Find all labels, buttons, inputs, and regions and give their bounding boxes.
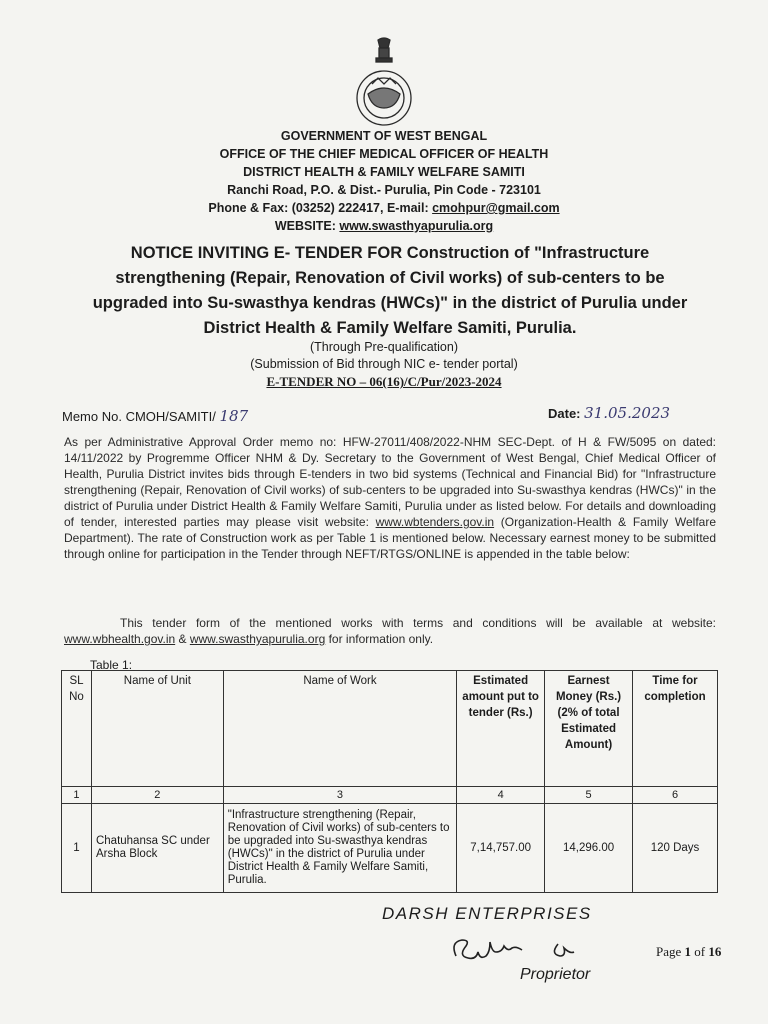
table-row	[62, 804, 718, 893]
paragraph-availability-end: for information only.	[325, 632, 434, 646]
wbtenders-link[interactable]: www.wbtenders.gov.in	[375, 515, 495, 529]
memo-label: Memo No. CMOH/SAMITI/	[62, 409, 216, 424]
page-prefix: Page	[656, 944, 685, 959]
table-header-row	[62, 671, 718, 787]
header-email-link[interactable]: cmohpur@gmail.com	[432, 201, 560, 215]
header-earnest-money: Earnest Money (Rs.) (2% of total Estimated Amount)	[545, 671, 633, 787]
notice-title-line4: District Health & Family Welfare Samiti, Purulia.	[203, 319, 577, 337]
notice-title-line1: NOTICE INVITING E- TENDER FOR Construction of "Infrastructure	[130, 244, 650, 262]
header-office: OFFICE OF THE CHIEF MEDICAL OFFICER OF HEALTH	[219, 147, 549, 161]
prequalification-note: (Through Pre-qualification)	[310, 340, 458, 354]
page-middle: of	[691, 944, 709, 959]
page-number	[656, 944, 721, 960]
header-estimated-amount: Estimated amount put to tender (Rs.)	[457, 671, 545, 787]
header-sl-no: SL No	[62, 671, 92, 787]
paragraph-intro-text-after: (Organization-Health & Family Welfare Department). The rate of Construction work as per Table 1 is mentioned below. Necessary earnest money to be submitted through online for participation in the Tender through NEFT/RTGS/ONLINE is appended in the table below:	[64, 515, 716, 561]
proprietor-label: Proprietor	[520, 966, 591, 983]
memo-line	[62, 407, 248, 425]
firm-stamp: DARSH ENTERPRISES	[382, 904, 592, 923]
index-cell: 6	[633, 787, 718, 804]
notice-title-line2: strengthening (Repair, Renovation of Civil works) of sub-centers to be	[115, 269, 665, 287]
notice-title	[60, 241, 720, 341]
date-line	[548, 404, 670, 422]
state-emblem-seal	[342, 36, 426, 128]
tender-number	[0, 374, 768, 390]
header-government: GOVERNMENT OF WEST BENGAL	[280, 129, 488, 143]
index-cell: 1	[62, 787, 92, 804]
header-contact	[0, 199, 768, 217]
header-time-for-completion: Time for completion	[633, 671, 718, 787]
tender-number-text: E-TENDER NO – 06(16)/C/Pur/2023-2024	[266, 374, 502, 389]
paragraph-availability-text: This tender form of the mentioned works with terms and conditions will be available at website:	[120, 616, 716, 630]
header-name-of-work: Name of Work	[223, 671, 456, 787]
works-table	[61, 670, 718, 893]
date-value: 31.05.2023	[584, 404, 671, 422]
memo-number: 187	[219, 407, 249, 425]
index-cell: 3	[223, 787, 456, 804]
table-label: Table 1:	[90, 658, 133, 672]
row-sl: 1	[62, 804, 92, 893]
index-cell: 2	[91, 787, 223, 804]
header-name-of-unit: Name of Unit	[91, 671, 223, 787]
header-phone: Phone & Fax: (03252) 222417, E-mail:	[208, 201, 433, 215]
submission-note: (Submission of Bid through NIC e- tender portal)	[250, 357, 518, 371]
paragraph-intro-text: As per Administrative Approval Order memo no: HFW-27011/408/2022-NHM SEC-Dept. of H & FW/5095 on dated: 14/11/2022 by Progremme Officer NHM & Dy. Secretary to the Government of West Bengal, Chief Medical Officer of Health, Purulia District invites bids through E-tenders in two bid systems (Technical and Financial Bid) for "Infrastructure strengthening (Repair, Renovation of Civil works) of sub-centers to be upgraded into Su-swasthya kendras (HWCs)" in the district of Purulia under District Health & Family Welfare Samiti, Purulia under as listed below. For details and downloading of tender, interested parties may please visit website:	[64, 435, 716, 529]
header-address: Ranchi Road, P.O. & Dist.- Purulia, Pin Code - 723101	[227, 183, 541, 197]
paragraph-availability	[64, 615, 716, 647]
row-time: 120 Days	[633, 804, 718, 893]
page-total: 16	[708, 944, 722, 959]
header-samiti: DISTRICT HEALTH & FAMILY WELFARE SAMITI	[243, 165, 525, 179]
header-website-label: WEBSITE:	[274, 219, 340, 233]
handwritten-signature	[450, 930, 600, 966]
page-current: 1	[684, 944, 692, 959]
paragraph-availability-join: &	[175, 632, 190, 646]
date-label: Date:	[548, 406, 581, 421]
row-amount: 7,14,757.00	[457, 804, 545, 893]
table-index-row	[62, 787, 718, 804]
header-website-line	[0, 217, 768, 235]
wbhealth-link[interactable]: www.wbhealth.gov.in	[64, 632, 176, 646]
notice-title-line3: upgraded into Su-swasthya kendras (HWCs)" in the district of Purulia under	[92, 294, 688, 312]
header-website-link[interactable]: www.swasthyapurulia.org	[339, 219, 494, 233]
index-cell: 4	[457, 787, 545, 804]
row-earnest: 14,296.00	[545, 804, 633, 893]
paragraph-intro	[64, 434, 716, 562]
swasthyapurulia-link[interactable]: www.swasthyapurulia.org	[189, 632, 326, 646]
row-work: "Infrastructure strengthening (Repair, Renovation of Civil works) of sub-centers to be upgraded into Su-swasthya kendras (HWCs)" in the district of Purulia under District Health & Family Welfare Samiti, Purulia.	[223, 804, 456, 893]
row-unit: Chatuhansa SC under Arsha Block	[91, 804, 223, 893]
index-cell: 5	[545, 787, 633, 804]
